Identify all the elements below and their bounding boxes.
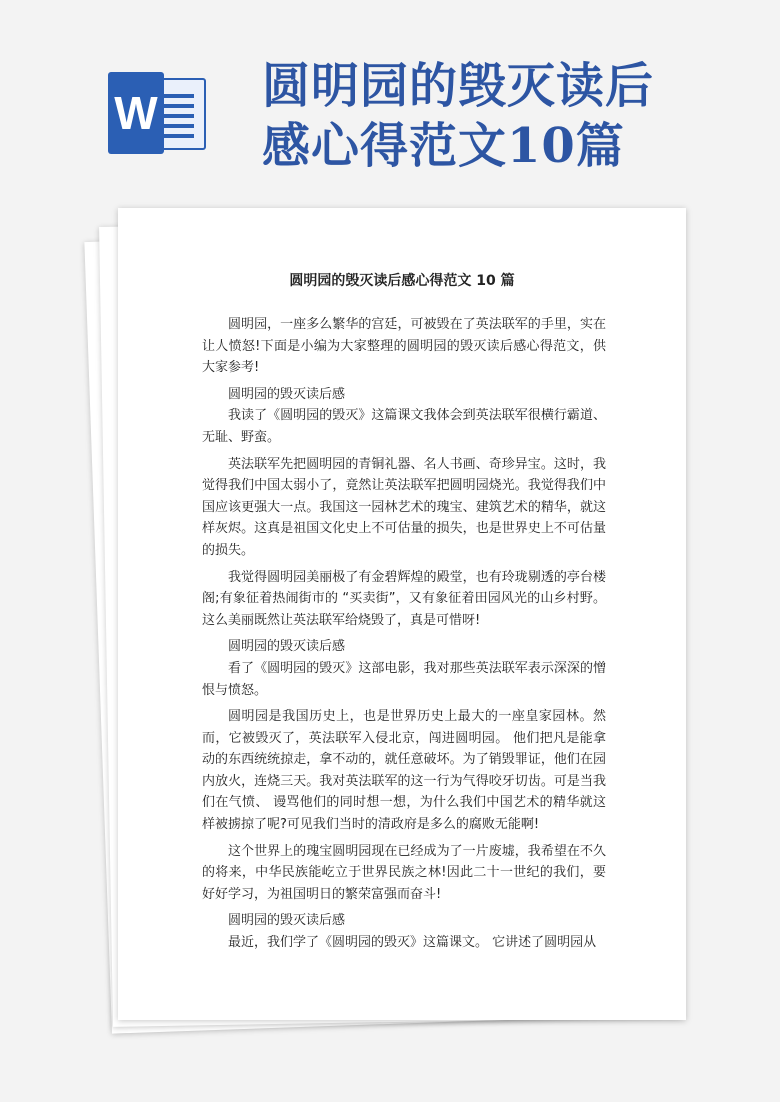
document-page: [118, 208, 686, 1020]
paragraph: 最近，我们学了《圆明园的毁灭》这篇课文。 它讲述了圆明园从: [228, 935, 597, 951]
document-body: [202, 314, 606, 959]
paragraph: 这个世界上的瑰宝圆明园现在已经成为了一片废墟，我希望在不久的将来，中华民族能屹立于世界民族之林!因此二十一世纪的我们，要好好学习，为祖国明日的繁荣富强而奋斗!: [202, 843, 606, 902]
page-headline: [262, 56, 762, 176]
headline-line-1: 圆明园的毁灭读后: [262, 58, 655, 114]
paragraph: 我读了《圆明园的毁灭》这篇课文我体会到英法联军很横行霸道、无耻、野蛮。: [202, 408, 606, 445]
section-heading: 圆明园的毁灭读后感: [228, 639, 346, 655]
paragraph: 我觉得圆明园美丽极了有金碧辉煌的殿堂，也有玲珑剔透的亭台楼阁;有象征着热闹街市的 “买卖街”，又有象征着田园风光的山乡村野。这么美丽既然让英法联军给烧毁了，真是可惜呀!: [202, 569, 606, 628]
word-letter: W: [108, 72, 164, 154]
paragraph: 看了《圆明园的毁灭》这部电影，我对那些英法联军表示深深的憎恨与愤怒。: [202, 660, 606, 698]
section-heading: 圆明园的毁灭读后感: [228, 913, 346, 929]
document-title: 圆明园的毁灭读后感心得范文 10 篇: [289, 273, 515, 289]
headline-line-2: 感心得范文10篇: [262, 118, 625, 174]
paragraph: 圆明园，一座多么繁华的宫廷，可被毁在了英法联军的手里，实在让人愤怒!下面是小编为大家整理的圆明园的毁灭读后感心得范文，供大家参考!: [202, 317, 606, 376]
section-heading: 圆明园的毁灭读后感: [228, 386, 346, 402]
paragraph: 圆明园是我国历史上，也是世界历史上最大的一座皇家园林。然而，它被毁灭了，英法联军入侵北京，闯进圆明园。 他们把凡是能拿动的东西统统掠走，拿不动的，就任意破坏。为了销毁罪证，他们在园内放火，连烧三天。我对英法联军的这一行为气得咬牙切齿。可是当我们在气愤、 谩骂他们的同时想一想，为什么我们中国艺术的精华就这样被掳掠了呢?可见我们当时的清政府是多么的腐败无能啊!: [202, 709, 606, 833]
paragraph: 英法联军先把圆明园的青铜礼器、名人书画、奇珍异宝。这时，我觉得我们中国太弱小了，竟然让英法联军把圆明园烧光。我觉得我们中国应该更强大一点。我国这一园林艺术的瑰宝、建筑艺术的精华，就这样灰烬。这真是祖国文化史上不可估量的损失，也是世界史上不可估量的损失。: [202, 456, 606, 558]
word-icon: [108, 72, 208, 154]
